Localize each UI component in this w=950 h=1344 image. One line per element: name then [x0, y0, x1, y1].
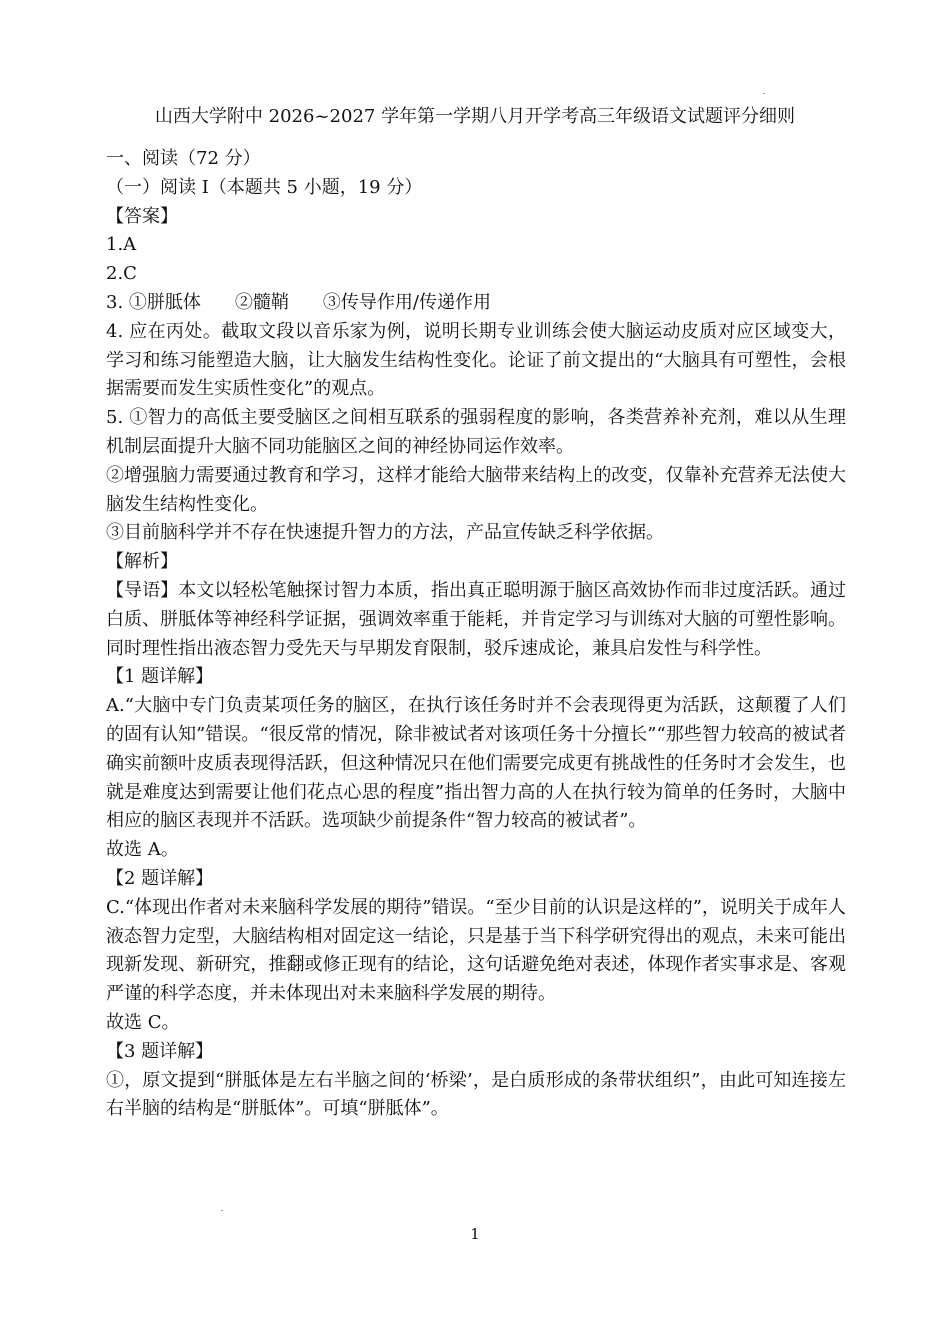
analysis-heading: 【解析】	[106, 551, 178, 573]
answer-3-number: 3.	[106, 291, 124, 313]
question-1-heading: 【1 题详解】	[106, 666, 214, 688]
answer-3	[106, 289, 846, 318]
answer-5-point-1: 5. ①智力的高低主要受脑区之间相互联系的强弱程度的影响，各类营养补充剂，难以从生理机制层面提升大脑不同功能脑区之间的神经协同运作效率。	[106, 407, 846, 457]
subsection-heading: （一）阅读 I（本题共 5 小题，19 分）	[106, 176, 423, 198]
intro-paragraph: 【导语】本文以轻松笔触探讨智力本质，指出真正聪明源于脑区高效协作而非过度活跃。通过白质、胼胝体等神经科学证据，强调效率重于能耗，并肯定学习与训练对大脑的可塑性影响。同时理性指出液态智力受先天与早期发育限制，驳斥速成论，兼具启发性与科学性。	[106, 579, 846, 659]
answer-3-part-c: ③传导作用/传递作用	[322, 291, 491, 313]
answer-5-point-3: ③目前脑科学并不存在快速提升智力的方法，产品宣传缺乏科学依据。	[106, 522, 664, 544]
answer-1: 1.A	[106, 234, 137, 256]
answer-4: 4. 应在丙处。截取文段以音乐家为例，说明长期专业训练会使大脑运动皮质对应区域变大，学习和练习能塑造大脑，让大脑发生结构性变化。论证了前文提出的“大脑具有可塑性，会根据需要而发生实质性变化”的观点。	[106, 320, 846, 400]
question-3-explanation: ①，原文提到“胼胝体是左右半脑之间的‘桥梁’，是白质形成的条带状组织”，由此可知连接左右半脑的结构是“胼胝体”。可填“胼胝体”。	[106, 1069, 846, 1120]
question-2-heading: 【2 题详解】	[106, 867, 214, 889]
answer-2: 2.C	[106, 263, 137, 285]
question-1-explanation: A.“大脑中专门负责某项任务的脑区，在执行该任务时并不会表现得更为活跃，这颠覆了人们的固有认知”错误。“很反常的情况，除非被试者对该项任务十分擅长”“那些智力较高的被试者确实前额叶皮质表现得活跃，但这种情况只在他们需要完成更有挑战性的任务时才会发生，也就是难度达到需要让他们花点心思的程度”指出智力高的人在执行较为简单的任务时，大脑中相应的脑区表现并不活跃。选项缺少前提条件“智力较高的被试者”。	[106, 695, 846, 832]
scan-speck	[221, 1210, 223, 1211]
scan-speck	[763, 93, 765, 94]
answer-3-part-a: ①胼胝体	[128, 291, 201, 313]
answer-3-part-b: ②髓鞘	[234, 291, 289, 313]
question-1-conclusion: 故选 A。	[106, 839, 179, 861]
question-3-heading: 【3 题详解】	[106, 1040, 214, 1062]
answer-5-point-2: ②增强脑力需要通过教育和学习，这样才能给大脑带来结构上的改变，仅靠补充营养无法使大脑发生结构性变化。	[106, 464, 846, 515]
question-2-explanation: C.“体现出作者对未来脑科学发展的期待”错误。“至少目前的认识是这样的”，说明关于成年人液态智力定型，大脑结构相对固定这一结论，只是基于当下科学研究得出的观点，未来可能出现新发现、新研究，推翻或修正现有的结论，这句话避免绝对表述，体现作者实事求是、客观严谨的科学态度，并未体现出对未来脑科学发展的期待。	[106, 896, 846, 1005]
answer-heading: 【答案】	[106, 205, 178, 227]
question-2-conclusion: 故选 C。	[106, 1011, 180, 1033]
document-title: 山西大学附中 2026~2027 学年第一学期八月开学考高三年级语文试题评分细则	[154, 106, 796, 127]
page-number: 1	[470, 1225, 480, 1243]
document-body	[106, 145, 846, 1124]
section-heading: 一、阅读（72 分）	[106, 148, 261, 169]
